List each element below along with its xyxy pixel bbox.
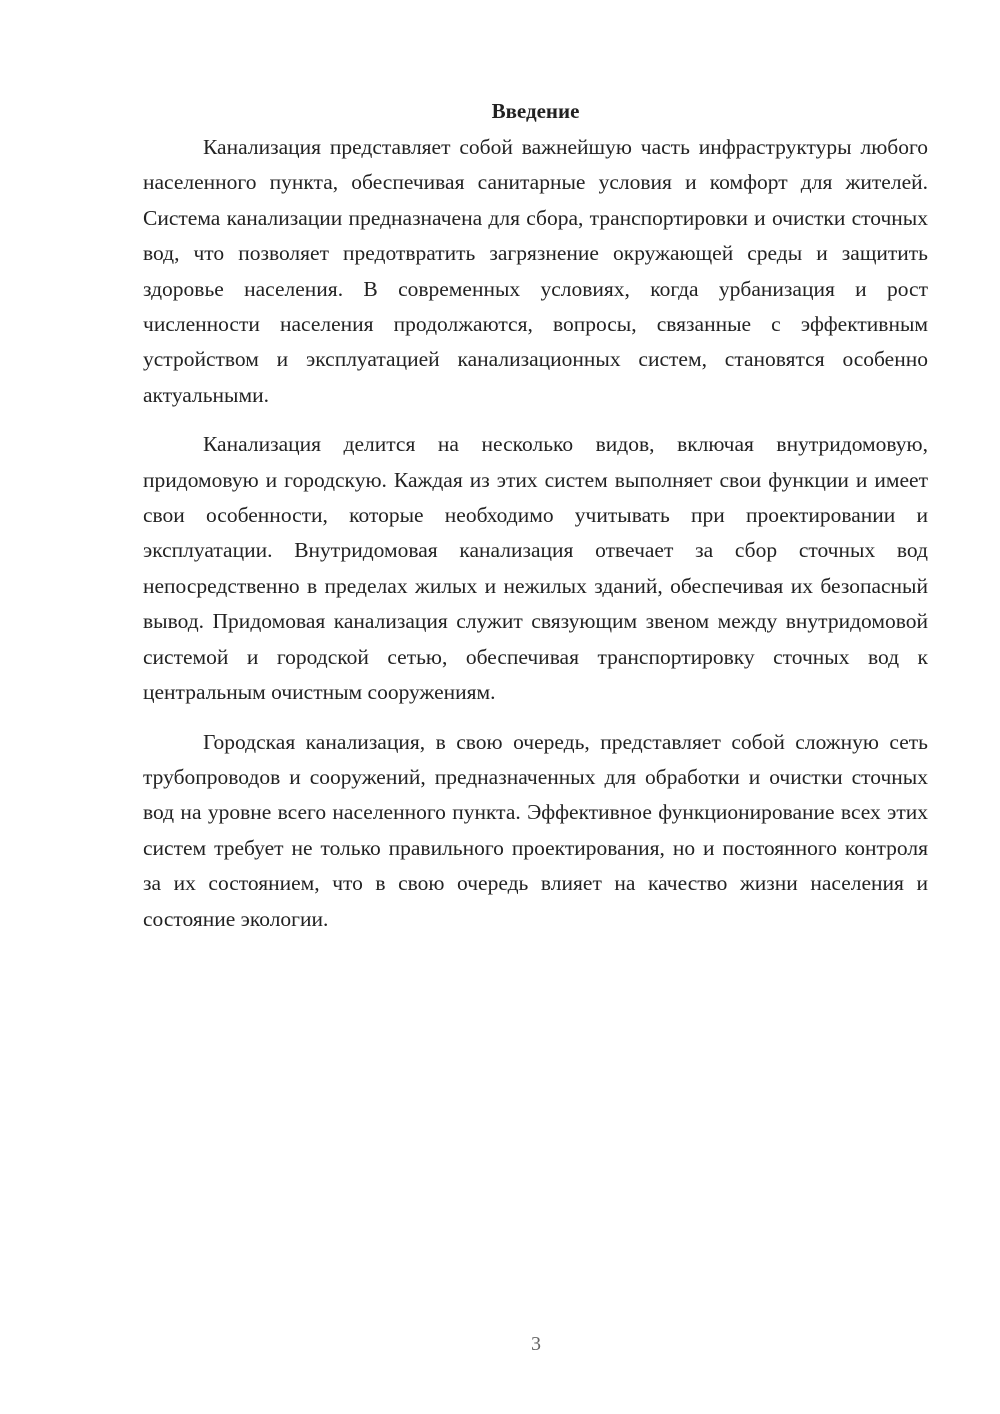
page-content xyxy=(143,96,928,937)
paragraph-2: Канализация делится на несколько видов, включая внутридомовую, придомовую и городскую. Каждая из этих систем выполняет свои функции и имеет свои особенности, которые необходимо учитывать при проектировании и эксплуатации. Внутридомовая канализация отвечает за сбор сточных вод непосредственно в пределах жилых и нежилых зданий, обеспечивая их безопасный вывод. Придомовая канализация служит связующим звеном между внутридомовой системой и городской сетью, обеспечивая транспортировку сточных вод к центральным очистным сооружениям. xyxy=(143,432,928,705)
section-title: Введение xyxy=(491,99,580,123)
paragraph-3: Городская канализация, в свою очередь, представляет собой сложную сеть трубопроводов и сооружений, предназначенных для обработки и очистки сточных вод на уровне всего населенного пункта. Эффективное функционирование всех этих систем требует не только правильного проектирования, но и постоянного контроля за их состоянием, что в свою очередь влияет на качество жизни населения и состояние экологии. xyxy=(143,729,928,931)
paragraph-1: Канализация представляет собой важнейшую часть инфраструктуры любого населенного пункта, обеспечивая санитарные условия и комфорт для жителей. Система канализации предназначена для сбора, транспортировки и очистки сточных вод, что позволяет предотвратить загрязнение окружающей среды и защитить здоровье населения. В современных условиях, когда урбанизация и рост численности населения продолжаются, вопросы, связанные с эффективным устройством и эксплуатацией канализационных систем, становятся особенно актуальными. xyxy=(143,135,928,407)
page-number: 3 xyxy=(531,1333,541,1355)
